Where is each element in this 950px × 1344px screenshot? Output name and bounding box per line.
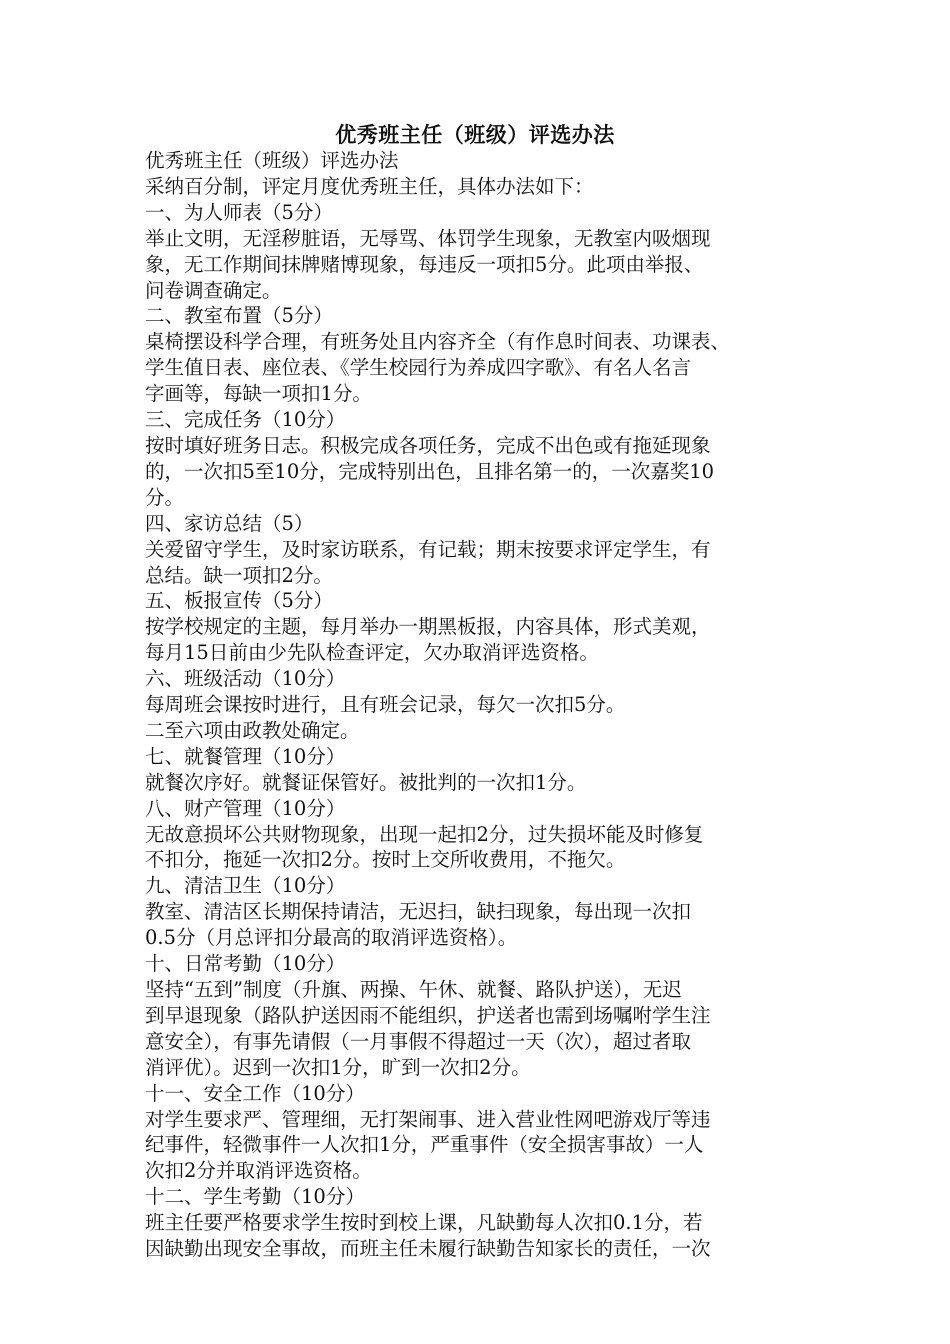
body-line: 0.5分（月总评扣分最高的取消评选资格）。 bbox=[145, 926, 518, 950]
body-line: 二、教室布置（5分） bbox=[145, 304, 333, 328]
body-line: 五、板报宣传（5分） bbox=[145, 589, 333, 613]
body-line: 纪事件，轻微事件一人次扣1分，严重事件（安全损害事故）一人 bbox=[145, 1133, 704, 1157]
body-line: 按时填好班务日志。积极完成各项任务，完成不出色或有拖延现象 bbox=[145, 433, 711, 457]
body-line: 九、清洁卫生（10分） bbox=[145, 874, 346, 898]
document-body bbox=[145, 148, 815, 1262]
body-line: 分。 bbox=[145, 485, 185, 509]
body-line: 优秀班主任（班级）评选办法 bbox=[145, 149, 399, 172]
body-line: 因缺勤出现安全事故，而班主任未履行缺勤告知家长的责任，一次 bbox=[145, 1237, 711, 1261]
body-line: 六、班级活动（10分） bbox=[145, 667, 346, 691]
body-line: 不扣分，拖延一次扣2分。按时上交所收费用，不拖欠。 bbox=[145, 848, 626, 872]
body-line: 举止文明，无淫秽脏语，无辱骂、体罚学生现象，无教室内吸烟现 bbox=[145, 226, 711, 250]
body-line: 无故意损坏公共财物现象，出现一起扣2分，过失损坏能及时修复 bbox=[145, 822, 704, 846]
body-line: 意安全），有事先请假（一月事假不得超过一天（次），超过者取 bbox=[145, 1029, 692, 1053]
body-line: 字画等，每缺一项扣1分。 bbox=[145, 382, 372, 406]
body-line: 三、完成任务（10分） bbox=[145, 408, 346, 432]
body-line: 次扣2分并取消评选资格。 bbox=[145, 1159, 372, 1183]
body-line: 坚持“五到”制度（升旗、两操、午休、就餐、路队护送），无迟 bbox=[145, 978, 682, 1001]
body-line: 对学生要求严、管理细，无打架闹事、进入营业性网吧游戏厅等违 bbox=[145, 1107, 711, 1131]
body-line: 四、家访总结（5） bbox=[145, 511, 314, 535]
body-line: 象，无工作期间抹牌赌博现象，每违反一项扣5分。此项由举报、 bbox=[145, 252, 704, 276]
body-line: 七、就餐管理（10分） bbox=[145, 744, 346, 768]
body-line: 一、为人师表（5分） bbox=[145, 200, 333, 224]
body-line: 每月15日前由少先队检查评定，欠办取消评选资格。 bbox=[145, 641, 599, 665]
body-line: 每周班会课按时进行，且有班会记录，每欠一次扣5分。 bbox=[145, 693, 626, 717]
body-line: 学生值日表、座位表、《学生校园行为养成四字歌》、有名人名言 bbox=[145, 356, 692, 380]
body-line: 二至六项由政教处确定。 bbox=[145, 718, 360, 742]
body-line: 到早退现象（路队护送因雨不能组织，护送者也需到场嘱咐学生注 bbox=[145, 1003, 711, 1027]
body-line: 关爱留守学生，及时家访联系，有记载；期末按要求评定学生，有 bbox=[145, 537, 711, 561]
document-title: 优秀班主任（班级）评选办法 bbox=[335, 123, 615, 147]
body-line: 总结。缺一项扣2分。 bbox=[145, 563, 333, 587]
body-line: 问卷调查确定。 bbox=[145, 278, 282, 302]
body-line: 的，一次扣5至10分，完成特别出色，且排名第一的，一次嘉奖10 bbox=[145, 459, 715, 483]
body-line: 就餐次序好。就餐证保管好。被批判的一次扣1分。 bbox=[145, 770, 587, 794]
body-line: 教室、清洁区长期保持请洁，无迟扫，缺扫现象，每出现一次扣 bbox=[145, 900, 692, 924]
body-line: 采纳百分制，评定月度优秀班主任，具体办法如下： bbox=[145, 174, 594, 198]
body-line: 消评优）。迟到一次扣1分，旷到一次扣2分。 bbox=[145, 1055, 531, 1079]
body-line: 十二、学生考勤（10分） bbox=[145, 1185, 365, 1209]
body-line: 按学校规定的主题，每月举办一期黑板报，内容具体，形式美观， bbox=[145, 615, 711, 639]
body-line: 十、日常考勤（10分） bbox=[145, 952, 346, 976]
body-line: 十一、安全工作（10分） bbox=[145, 1081, 365, 1105]
body-line: 桌椅摆设科学合理，有班务处且内容齐全（有作息时间表、功课表、 bbox=[145, 330, 731, 354]
body-line: 班主任要严格要求学生按时到校上课，凡缺勤每人次扣0.1分，若 bbox=[145, 1211, 703, 1235]
body-line: 八、财产管理（10分） bbox=[145, 796, 346, 820]
